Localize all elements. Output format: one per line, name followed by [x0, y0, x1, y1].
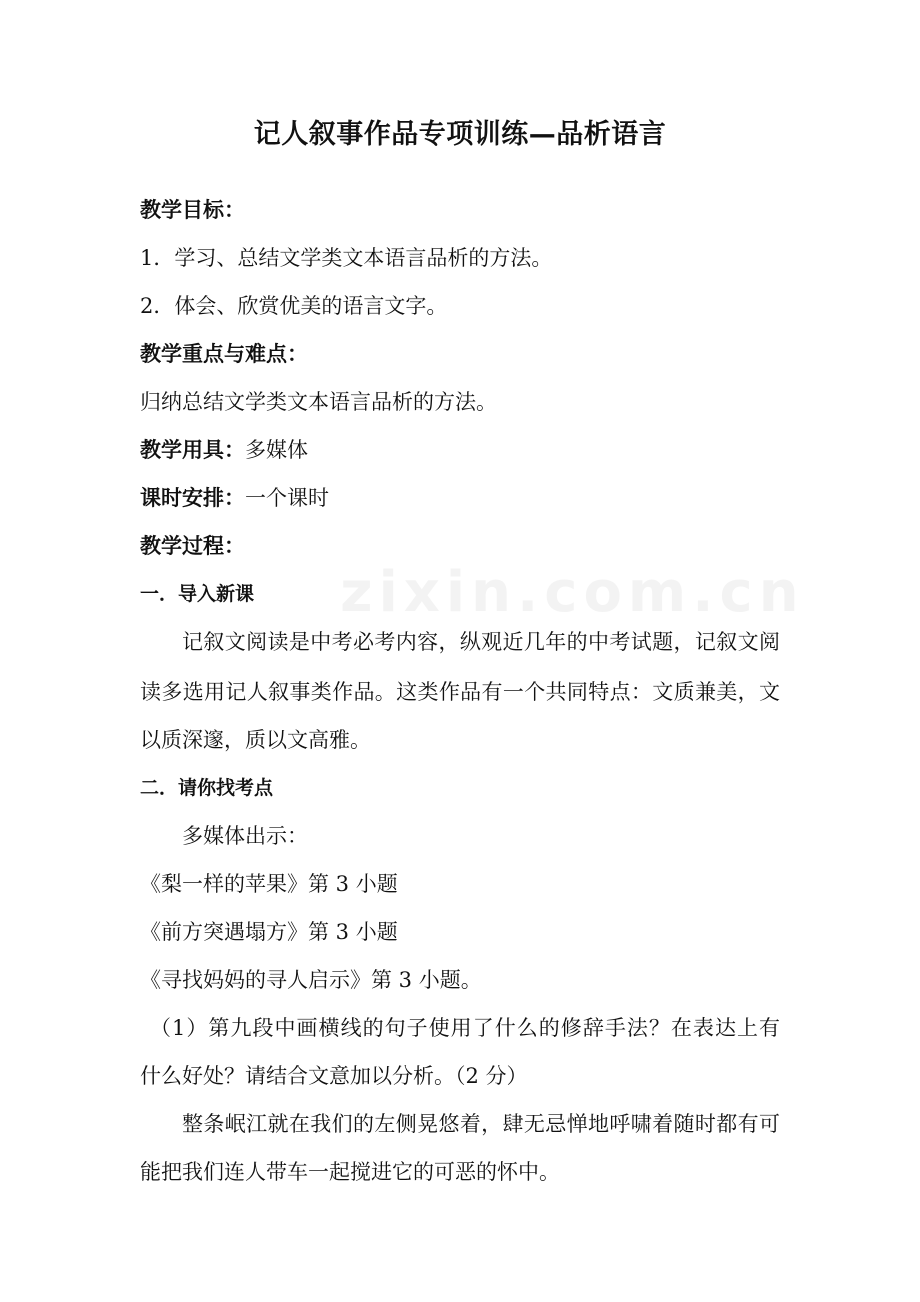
objective-2: 2．体会、欣赏优美的语言文字。: [140, 294, 448, 318]
reference-2: 《前方突遇塌方》第 3 小题: [140, 920, 398, 944]
objective-1: 1．学习、总结文学类文本语言品析的方法。: [140, 246, 553, 270]
document-title: 记人叙事作品专项训练—品析语言: [253, 119, 667, 150]
schedule-label: 课时安排：: [140, 486, 245, 510]
quote-line-1: 整条岷江就在我们的左侧晃悠着，肆无忌惮地呼啸着随时都有可: [182, 1112, 780, 1136]
question-line-2: 什么好处？请结合文意加以分析。（2 分）: [140, 1064, 528, 1088]
schedule-row: [140, 483, 329, 513]
media-show: 多媒体出示：: [182, 824, 308, 848]
reference-3: 《寻找妈妈的寻人启示》第 3 小题。: [140, 968, 482, 992]
section-2-heading: 二．请你找考点: [140, 777, 274, 799]
question-line-1: （1）第九段中画横线的句子使用了什么的修辞手法？在表达上有: [150, 1016, 780, 1040]
tools-value: 多媒体: [245, 438, 308, 462]
watermark: zixin.com.cn: [340, 560, 805, 625]
schedule-value: 一个课时: [245, 486, 329, 510]
tools-row: [140, 435, 308, 465]
key-points-heading: 教学重点与难点：: [140, 342, 308, 366]
tools-label: 教学用具：: [140, 438, 245, 462]
process-heading: 教学过程：: [140, 534, 245, 558]
section-1-paragraph-line-1: 记叙文阅读是中考必考内容，纵观近几年的中考试题，记叙文阅: [182, 630, 780, 654]
quote-line-2: 能把我们连人带车一起搅进它的可恶的怀中。: [140, 1160, 560, 1184]
key-points-text: 归纳总结文学类文本语言品析的方法。: [140, 390, 497, 414]
reference-1: 《梨一样的苹果》第 3 小题: [140, 872, 398, 896]
objectives-heading: 教学目标：: [140, 198, 245, 222]
section-1-heading: 一．导入新课: [140, 583, 255, 605]
section-1-paragraph-line-2: 读多选用记人叙事类作品。这类作品有一个共同特点：文质兼美，文: [140, 680, 780, 704]
section-1-paragraph-line-3: 以质深邃，质以文高雅。: [140, 728, 371, 752]
